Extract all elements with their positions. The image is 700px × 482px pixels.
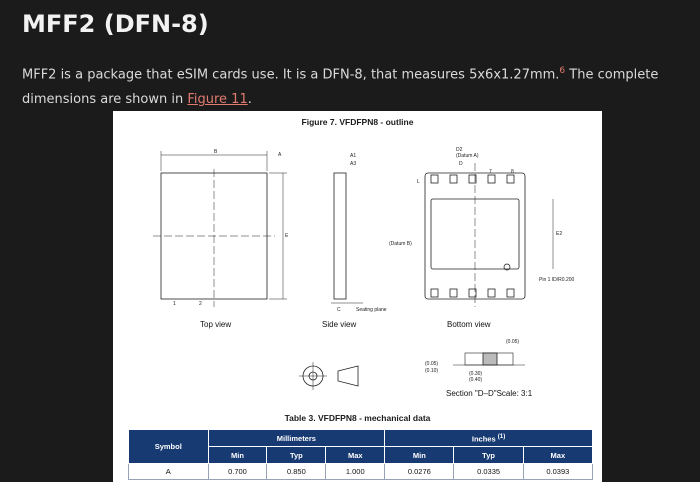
- symbol-header: Symbol: [129, 430, 209, 464]
- millimeters-header: Millimeters: [208, 430, 385, 447]
- footnote-link[interactable]: 6: [559, 66, 566, 76]
- package-drawing-image: [113, 111, 602, 482]
- paragraph-text-middle: The complete dimensions are shown in: [22, 67, 659, 108]
- d-label: D: [459, 161, 463, 167]
- dim-030-label: (0.30): [469, 371, 483, 377]
- section-caption: Section "D–D"Scale: 3:1: [446, 389, 533, 398]
- table-cell-symbol: A: [129, 464, 209, 480]
- side-view-outline: [334, 173, 346, 299]
- dim-a-label: A: [278, 152, 282, 158]
- dim-e-label: E: [285, 233, 289, 239]
- tol-005-left-label: (0.05): [425, 361, 439, 367]
- pin-8-label: 8: [511, 169, 514, 175]
- figure-caption-prefix: Figure 7.: [301, 117, 337, 127]
- subheader-in-typ: Typ: [454, 447, 523, 464]
- table-cell: 0.700: [208, 464, 267, 480]
- c-label: C: [337, 307, 341, 313]
- table-cell: 0.0393: [523, 464, 592, 480]
- page-title: MFF2 (DFN-8): [22, 10, 209, 38]
- table-cell: 0.0335: [454, 464, 523, 480]
- paragraph-text: MFF2 is a package that eSIM cards use. It is a DFN-8, that measures 5x6x1.27mm.: [22, 67, 560, 83]
- tol-010-label: (0.10): [425, 368, 439, 374]
- datum-a-label: (Datum A): [456, 153, 479, 159]
- table-caption: [113, 413, 602, 423]
- inches-header-label: Inches: [471, 434, 496, 444]
- paragraph-text-end: .: [247, 92, 252, 108]
- figure-link[interactable]: Figure 11: [187, 92, 248, 108]
- figure-caption-title: VFDFPN8 - outline: [339, 117, 414, 127]
- l-label: L: [417, 179, 420, 185]
- e2-label: E2: [556, 231, 563, 237]
- bottom-view-label: Bottom view: [447, 320, 491, 329]
- subheader-mm-max: Max: [326, 447, 385, 464]
- side-view-label: Side view: [322, 320, 357, 329]
- datum-b-label: (Datum B): [389, 241, 412, 247]
- technical-drawing: [113, 111, 602, 411]
- dim-b-label: B: [214, 149, 218, 155]
- inches-header-note: (1): [497, 432, 506, 440]
- pin1-id-label: Pin 1 ID/R0.200: [539, 277, 575, 283]
- description-paragraph: [22, 59, 687, 112]
- inches-header: [385, 430, 593, 447]
- table-cell: 1.000: [326, 464, 385, 480]
- top-view-label: Top view: [200, 320, 232, 329]
- subheader-in-max: Max: [523, 447, 592, 464]
- subheader-mm-typ: Typ: [267, 447, 326, 464]
- seating-plane-label: Seating plane: [356, 307, 387, 313]
- pin-7-label: 7: [489, 169, 492, 175]
- d2-label: D2: [456, 147, 463, 153]
- a3-label: A3: [350, 161, 357, 167]
- pin-1-label: 1: [173, 301, 176, 307]
- pin-2-label: 2: [199, 301, 202, 307]
- table-caption-title: VFDFPN8 - mechanical data: [317, 413, 431, 423]
- subheader-mm-min: Min: [208, 447, 267, 464]
- table-caption-prefix: Table 3.: [284, 413, 316, 423]
- table-row: [129, 464, 593, 480]
- dim-040-label: (0.40): [469, 377, 483, 383]
- mechanical-data-table: [128, 429, 593, 480]
- a1-label: A1: [350, 153, 357, 159]
- table-cell: 0.0276: [385, 464, 454, 480]
- table-cell: 0.850: [267, 464, 326, 480]
- subheader-in-min: Min: [385, 447, 454, 464]
- tol-005-label: (0.05): [506, 339, 520, 345]
